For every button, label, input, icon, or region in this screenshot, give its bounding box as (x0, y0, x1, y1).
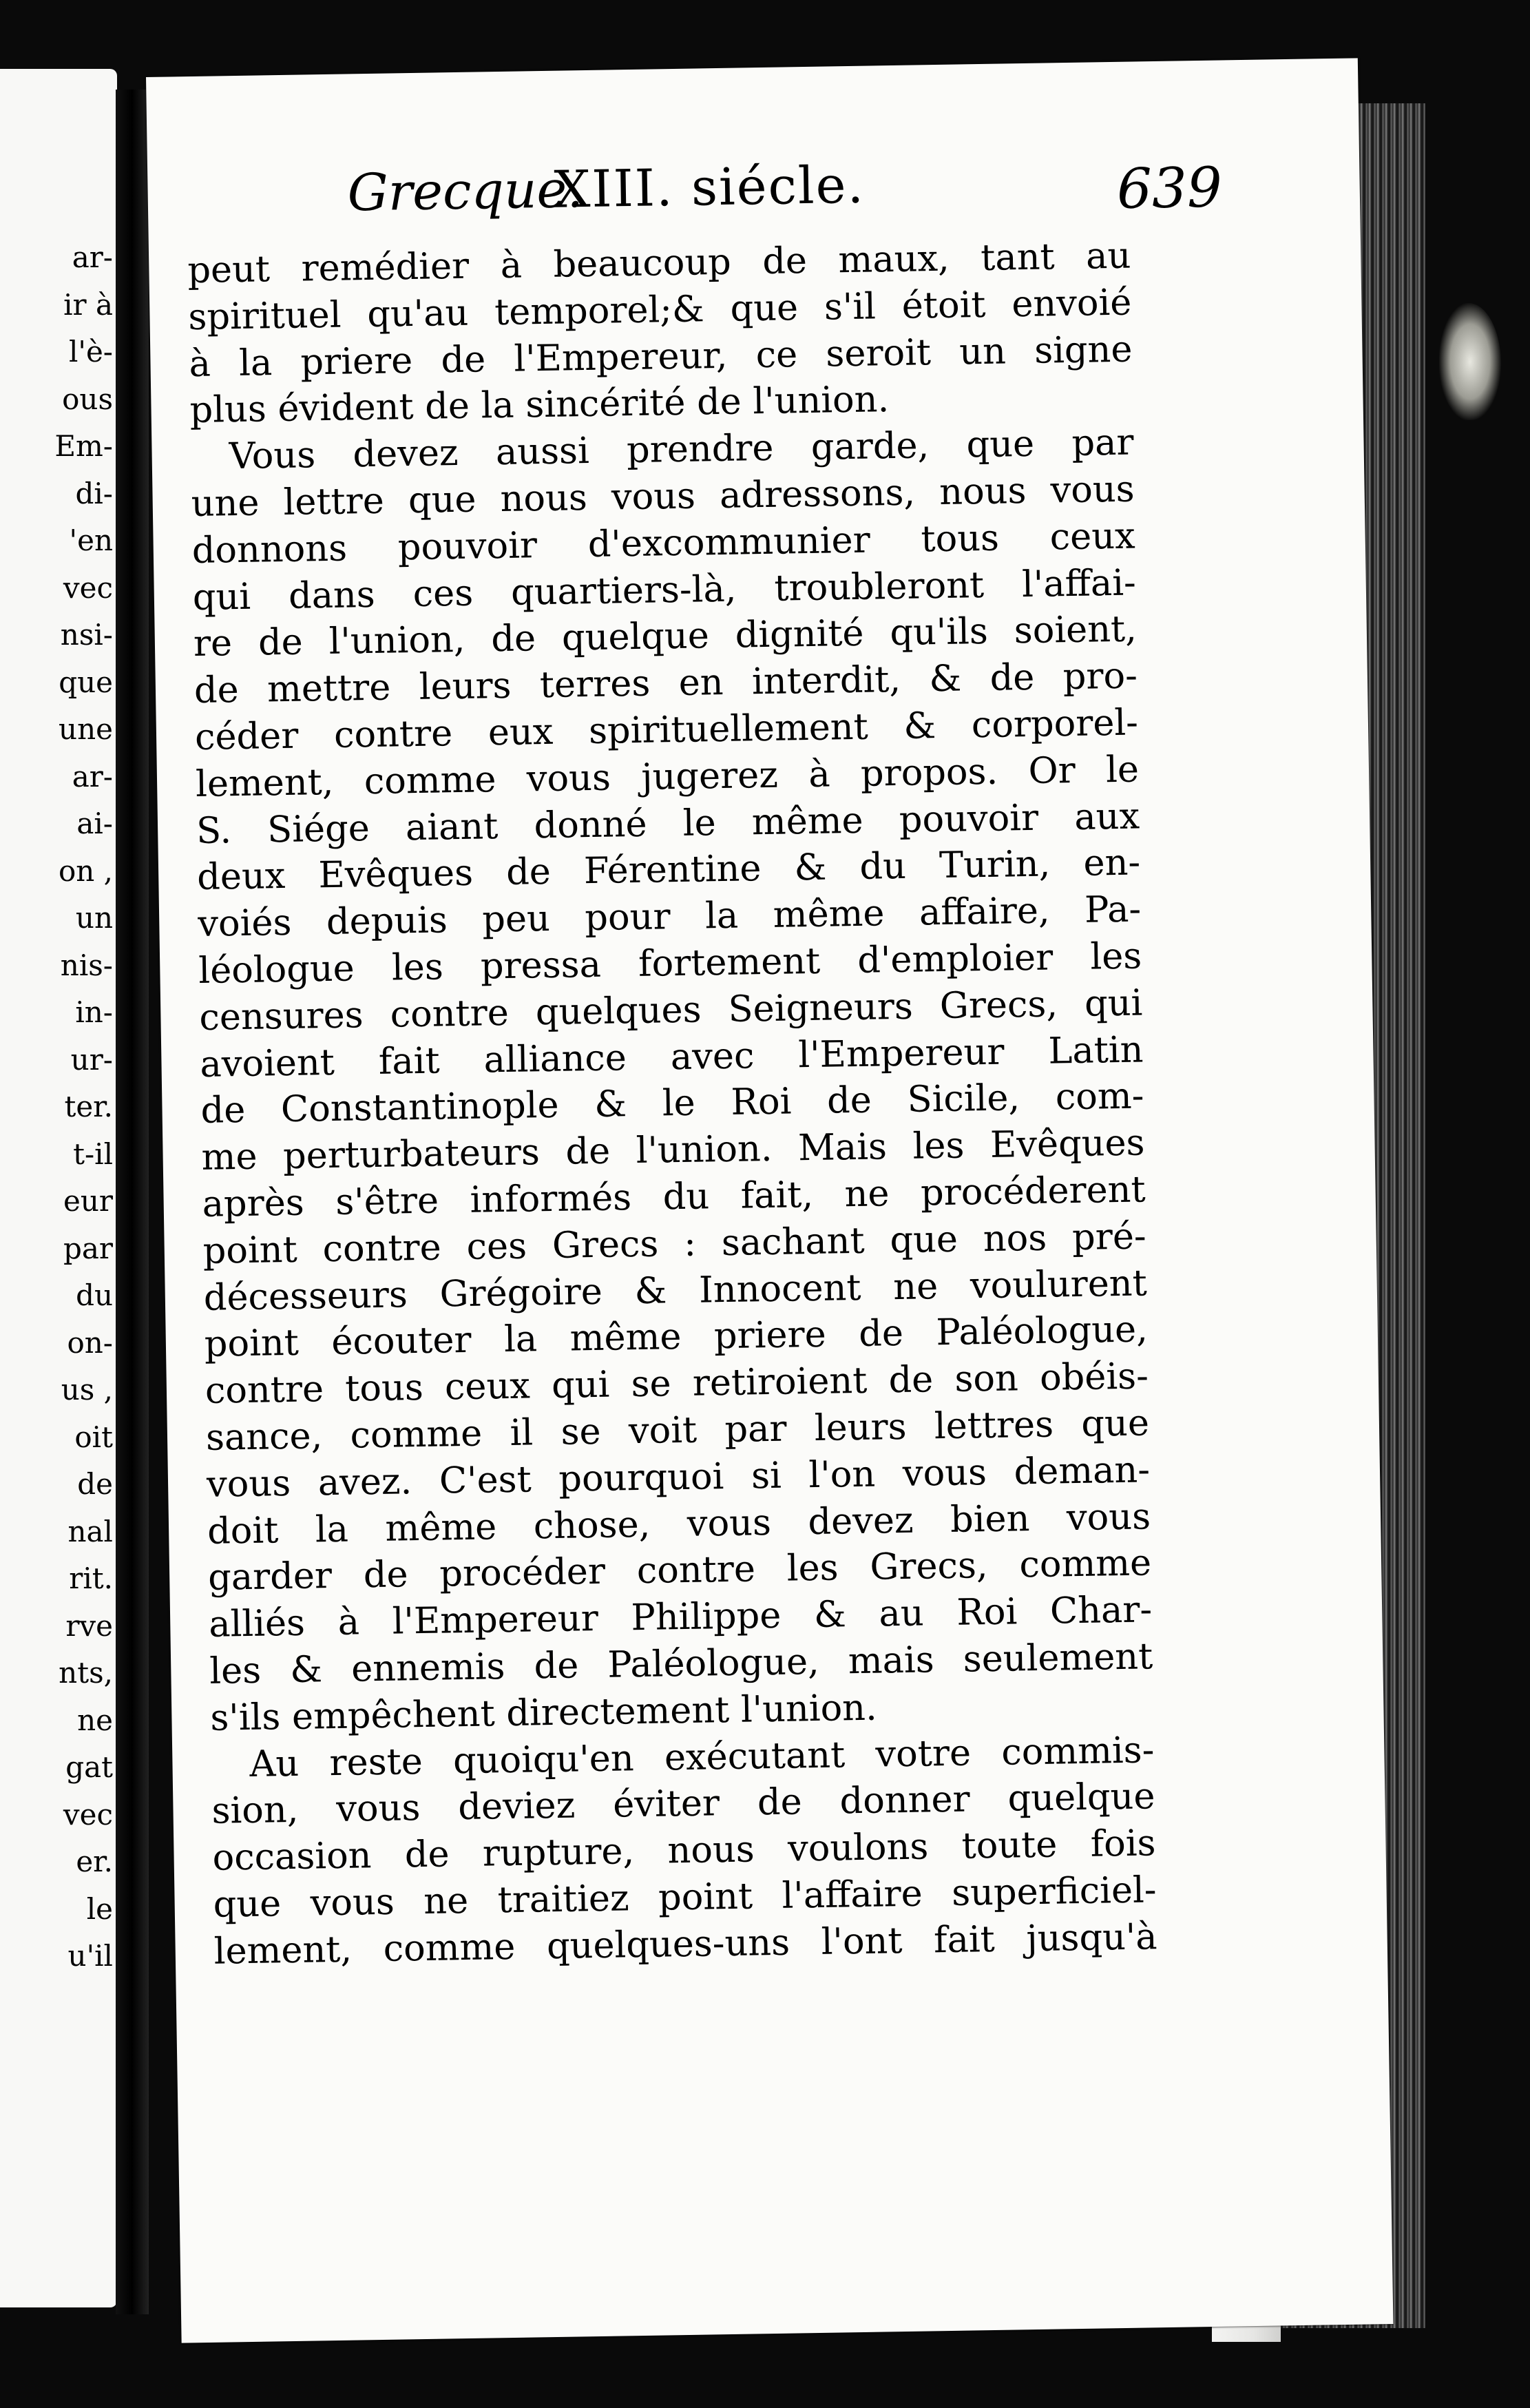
text-line: point écouter la même priere de Paléologue, (204, 1308, 1149, 1366)
text-line: donnons pouvoir d'excommunier tous ceux (191, 515, 1136, 572)
left-page-text-fragments (3, 234, 113, 1980)
left-fragment: de (77, 1467, 113, 1501)
left-fragment: u'il (67, 1939, 113, 1973)
text-line: décesseurs Grégoire & Innocent ne voulurent (203, 1261, 1148, 1319)
text-line: après s'être informés du fait, ne procéderent (202, 1168, 1146, 1225)
running-head-title: Grecque. (347, 160, 584, 223)
text-line: alliés à l'Empereur Philippe & au Roi Char- (208, 1588, 1153, 1646)
left-fragment: Em- (54, 429, 113, 463)
left-fragment: ar- (72, 240, 113, 274)
text-line: deux Evêques de Férentine & du Turin, en- (196, 841, 1141, 899)
left-fragment: t-il (73, 1136, 113, 1171)
left-fragment: er. (76, 1845, 113, 1878)
text-line: qui dans ces quartiers-là, troubleront l'affai- (192, 561, 1137, 619)
text-line: doit la même chose, vous devez bien vous (207, 1495, 1151, 1553)
left-fragment: ai- (76, 807, 113, 840)
left-fragment: rit. (69, 1561, 113, 1595)
left-fragment: ir à (63, 287, 113, 322)
text-line: avoient fait alliance avec l'Empereur Latin (200, 1028, 1144, 1086)
paper-debris (1439, 303, 1501, 420)
left-fragment: nts, (59, 1656, 113, 1690)
text-line: léologue les pressa fortement d'emploier les (198, 935, 1142, 992)
text-line: lement, comme quelques-uns l'ont fait jusqu'à (213, 1915, 1158, 1973)
left-fragment: le (86, 1891, 113, 1926)
text-line: contre tous ceux qui se retiroient de son obéis- (205, 1355, 1149, 1413)
running-head (347, 149, 1223, 239)
text-line: S. Siége aiant donné le même pouvoir aux (196, 795, 1140, 852)
text-line: Vous devez aussi prendre garde, que par (229, 421, 1134, 478)
text-line: sance, comme il se voit par leurs lettres que (205, 1402, 1150, 1459)
left-fragment: nal (67, 1514, 113, 1548)
text-line: de mettre leurs terres en interdit, & de pro- (193, 654, 1138, 712)
book-gutter (116, 90, 149, 2314)
left-fragment: vec (63, 1797, 113, 1831)
main-page (146, 58, 1393, 2343)
left-fragment: vec (63, 570, 113, 605)
text-body (187, 233, 1157, 1975)
text-line: censures contre quelques Seigneurs Grecs, qui (198, 982, 1143, 1039)
text-line: re de l'union, de quelque dignité qu'ils soient, (193, 608, 1138, 665)
left-fragment: un (75, 901, 113, 935)
text-line: une lettre que nous vous adressons, nous vous (191, 468, 1135, 526)
left-facing-page (0, 69, 117, 2307)
text-line: point contre ces Grecs : sachant que nos pré- (202, 1215, 1147, 1272)
text-line: s'ils empêchent directement l'union. (209, 1686, 878, 1739)
text-line: les & ennemis de Paléologue, mais seulement (209, 1635, 1153, 1692)
page-number: 639 (1116, 155, 1223, 221)
text-line: me perturbateurs de l'union. Mais les Evêques (201, 1121, 1145, 1179)
left-fragment: ar- (72, 759, 113, 793)
left-fragment: us , (61, 1373, 113, 1407)
left-fragment: eur (63, 1184, 113, 1218)
left-fragment: nsi- (60, 618, 113, 652)
text-line: vous avez. C'est pourquoi si l'on vous deman- (206, 1449, 1151, 1506)
left-fragment: ne (77, 1703, 113, 1737)
text-line: peut remédier à beaucoup de maux, tant au (187, 234, 1131, 292)
left-fragment: l'è- (68, 335, 113, 369)
left-fragment: on- (67, 1325, 113, 1360)
text-line: lement, comme vous jugerez à propos. Or le (195, 748, 1140, 805)
left-fragment: que (59, 665, 113, 699)
text-line: sion, vous deviez éviter de donner quelque (211, 1775, 1155, 1833)
text-line: céder contre eux spirituellement & corporel- (194, 701, 1139, 758)
text-line: occasion de rupture, nous voulons toute fois (212, 1822, 1156, 1879)
text-line: à la priere de l'Empereur, ce seroit un signe (189, 328, 1133, 385)
left-fragment: 'en (69, 523, 113, 557)
left-fragment: ur- (70, 1042, 113, 1077)
left-fragment: nis- (60, 948, 113, 982)
text-line: que vous ne traitiez point l'affaire superficiel- (213, 1869, 1157, 1926)
left-fragment: gat (65, 1750, 113, 1784)
text-line: voiés depuis peu pour la même affaire, Pa- (197, 888, 1142, 946)
left-fragment: rve (65, 1608, 113, 1643)
left-fragment: ous (62, 382, 113, 416)
left-fragment: une (59, 712, 113, 746)
left-fragment: du (76, 1278, 113, 1312)
text-line: plus évident de la sincérité de l'union. (189, 378, 890, 432)
text-line: garder de procéder contre les Grecs, comme (207, 1542, 1152, 1599)
left-fragment: ter. (64, 1090, 113, 1123)
text-line: de Constantinople & le Roi de Sicile, com- (200, 1075, 1144, 1132)
running-head-century: XIII. siécle. (553, 155, 866, 220)
left-fragment: in- (75, 995, 113, 1029)
left-fragment: di- (75, 476, 113, 510)
left-fragment: on , (58, 853, 113, 888)
left-fragment: par (63, 1231, 113, 1265)
text-line: spirituel qu'au temporel;& que s'il étoit envoié (188, 281, 1132, 338)
left-fragment: oit (74, 1420, 113, 1454)
text-line: Au reste quoiqu'en exécutant votre commis- (249, 1728, 1155, 1785)
